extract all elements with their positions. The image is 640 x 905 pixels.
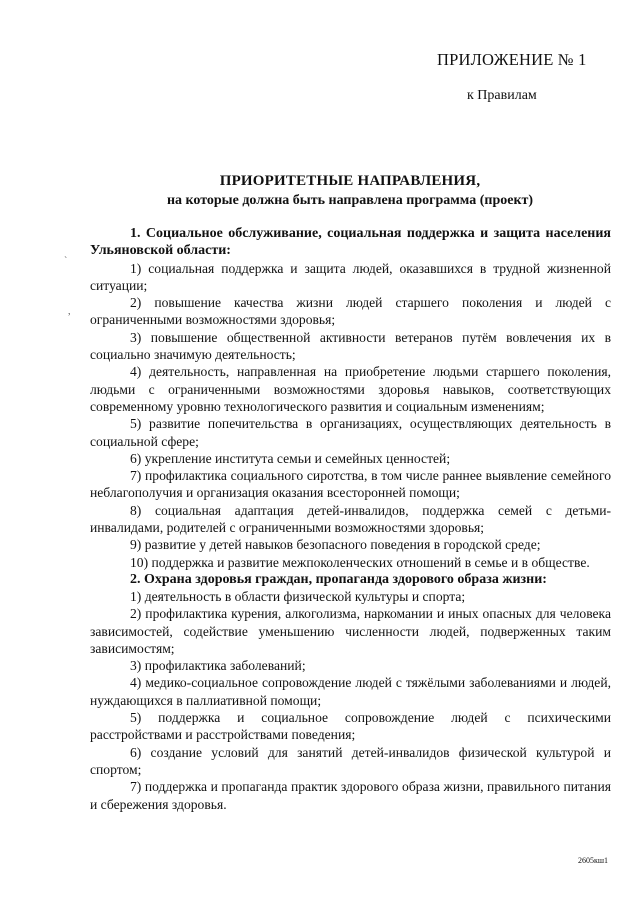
- list-item: 2) повышение качества жизни людей старшего поколения и людей с ограниченными возможностями здоровья;: [90, 295, 611, 328]
- scan-mark: ,: [68, 306, 71, 317]
- list-item: 9) развитие у детей навыков безопасного поведения в городской среде;: [130, 537, 541, 553]
- page-title: ПРИОРИТЕТНЫЕ НАПРАВЛЕНИЯ,: [219, 173, 481, 189]
- list-item: 8) социальная адаптация детей-инвалидов, поддержка семей с детьми-инвалидами, родителей с ограниченными возможностями здоровья;: [90, 502, 611, 536]
- list-item: 5) поддержка и социальное сопровождение людей с психическими расстройствами и расстройствами поведения;: [90, 710, 611, 743]
- list-item: 7) профилактика социального сиротства, в том числе раннее выявление семейного неблагополучия и организация оказания всесторонней помощи;: [90, 468, 611, 501]
- list-item: 2) профилактика курения, алкоголизма, наркомании и иных опасных для человека зависимостей, содействие уменьшению численности людей, подверженных таким зависимостям;: [90, 606, 611, 656]
- document-body: [90, 225, 611, 813]
- appendix-label: ПРИЛОЖЕНИЕ № 1: [437, 50, 587, 69]
- list-item: 5) развитие попечительства в организациях, осуществляющих деятельность в социальной сфере;: [90, 416, 611, 449]
- document-code: 2605кш1: [578, 856, 609, 865]
- scan-mark: ˋ: [64, 256, 68, 267]
- section-heading: 1. Социальное обслуживание, социальная поддержка и защита населения Ульяновской области:: [90, 226, 611, 259]
- list-item: 7) поддержка и пропаганда практик здорового образа жизни, правильного питания и сбережения здоровья.: [90, 779, 611, 812]
- list-item: 4) деятельность, направленная на приобретение людьми старшего поколения, людьми с ограниченными возможностями здоровья навыков, соответствующих современному уровню технологического развития и социальным изменениям;: [90, 364, 611, 414]
- list-item: 6) создание условий для занятий детей-инвалидов физической культурой и спортом;: [90, 744, 611, 777]
- list-item: 1) социальная поддержка и защита людей, оказавшихся в трудной жизненной ситуации;: [90, 260, 611, 293]
- list-item: 10) поддержка и развитие межпоколенческих отношений в семье и в обществе.: [130, 554, 590, 570]
- list-item: 3) профилактика заболеваний;: [130, 658, 306, 674]
- appendix-reference: к Правилам: [467, 88, 537, 103]
- page-subtitle: на которые должна быть направлена программа (проект): [166, 193, 534, 208]
- list-item: 6) укрепление института семьи и семейных ценностей;: [130, 450, 451, 466]
- title-block: [90, 171, 610, 211]
- section-heading: 2. Охрана здоровья граждан, пропаганда здорового образа жизни:: [130, 571, 547, 587]
- list-item: 4) медико-социальное сопровождение людей с тяжёлыми заболеваниями и людей, нуждающихся в паллиативной помощи;: [90, 675, 611, 708]
- list-item: 3) повышение общественной активности ветеранов путём вовлечения их в социально значимую деятельность;: [90, 329, 611, 363]
- list-item: 1) деятельность в области физической культуры и спорта;: [130, 588, 466, 604]
